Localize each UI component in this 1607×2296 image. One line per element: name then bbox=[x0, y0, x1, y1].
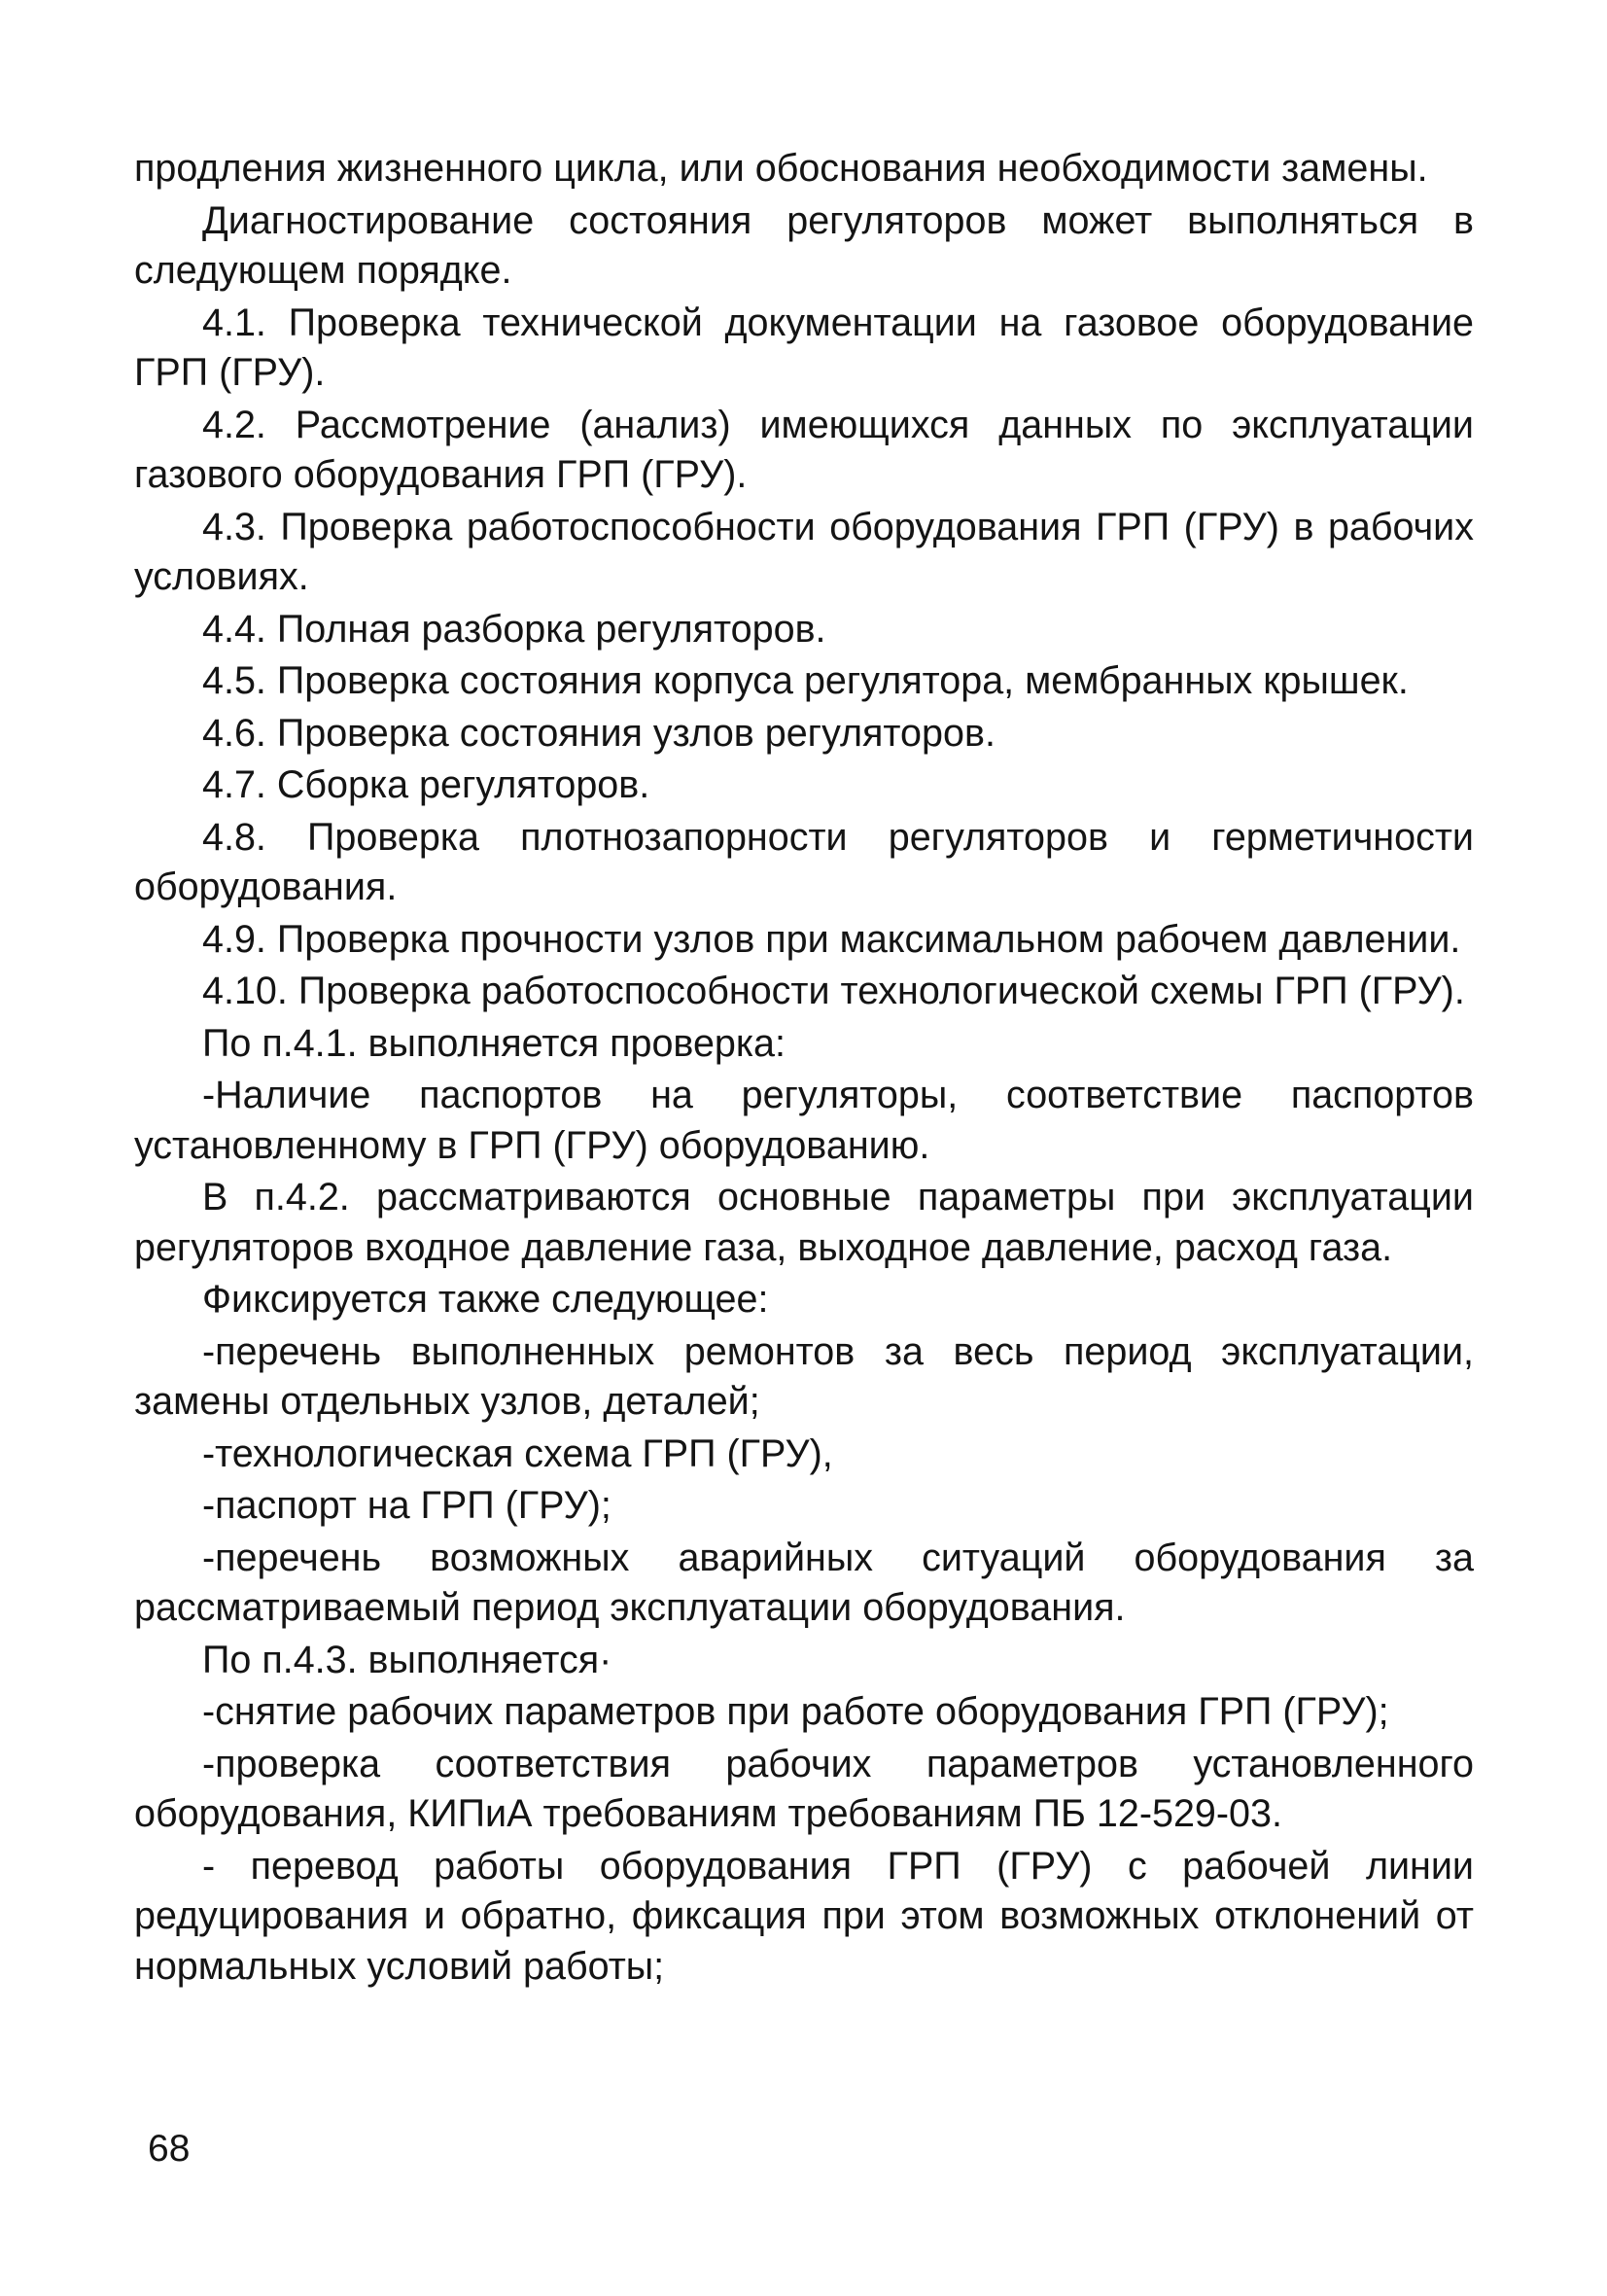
paragraph-intro: Диагностирование состояния регуляторов может выполняться в следующем порядке. bbox=[134, 198, 1474, 292]
paragraph-section-4-2: В п.4.2. рассматриваются основные параметры при эксплуатации регуляторов входное давление газа, выходное давление, расход газа. bbox=[134, 1176, 1474, 1269]
dash-item: -Наличие паспортов на регуляторы, соответствие паспортов установленному в ГРП (ГРУ) оборудованию. bbox=[134, 1074, 1474, 1167]
dash-item: -перечень возможных аварийных ситуаций оборудования за рассматриваемый период эксплуатации оборудования. bbox=[134, 1536, 1474, 1629]
paragraph-fixed: Фиксируется также следующее: bbox=[202, 1278, 769, 1321]
dash-item: -снятие рабочих параметров при работе оборудования ГРП (ГРУ); bbox=[202, 1690, 1389, 1733]
document-body bbox=[134, 144, 1474, 1992]
list-item-4-4: 4.4. Полная разборка регуляторов. bbox=[202, 607, 826, 651]
list-item-4-9: 4.9. Проверка прочности узлов при максимальном рабочем давлении. bbox=[202, 917, 1461, 961]
dash-item: -перечень выполненных ремонтов за весь период эксплуатации, замены отдельных узлов, деталей; bbox=[134, 1329, 1474, 1423]
list-item-4-1: 4.1. Проверка технической документации на газовое оборудование ГРП (ГРУ). bbox=[134, 300, 1474, 394]
list-item-4-6: 4.6. Проверка состояния узлов регуляторов. bbox=[202, 711, 996, 755]
dash-item: - перевод работы оборудования ГРП (ГРУ) с рабочей линии редуцирования и обратно, фиксация при этом возможных отклонений от нормальных условий работы; bbox=[134, 1844, 1474, 1988]
paragraph-section-4-3: По п.4.3. выполняется· bbox=[202, 1638, 612, 1681]
list-item-4-2: 4.2. Рассмотрение (анализ) имеющихся данных по эксплуатации газового оборудования ГРП (ГРУ). bbox=[134, 403, 1474, 496]
list-item-4-7: 4.7. Сборка регуляторов. bbox=[202, 763, 650, 806]
list-item-4-10: 4.10. Проверка работоспособности технологической схемы ГРП (ГРУ). bbox=[202, 970, 1465, 1012]
page-number: 68 bbox=[148, 2128, 191, 2170]
list-item-4-8: 4.8. Проверка плотнозапорности регуляторов и герметичности оборудования. bbox=[134, 815, 1474, 908]
dash-item: -проверка соответствия рабочих параметров установленного оборудования, КИПиА требованиям требованиям ПБ 12-529-03. bbox=[134, 1742, 1474, 1835]
paragraph-continuation: продления жизненного цикла, или обоснования необходимости замены. bbox=[134, 147, 1428, 190]
dash-item: -паспорт на ГРП (ГРУ); bbox=[202, 1484, 611, 1527]
dash-item: -технологическая схема ГРП (ГРУ), bbox=[202, 1431, 833, 1475]
list-item-4-3: 4.3. Проверка работоспособности оборудования ГРП (ГРУ) в рабочих условиях. bbox=[134, 505, 1474, 598]
list-item-4-5: 4.5. Проверка состояния корпуса регулятора, мембранных крышек. bbox=[202, 659, 1409, 702]
paragraph-section-4-1: По п.4.1. выполняется проверка: bbox=[202, 1021, 786, 1065]
